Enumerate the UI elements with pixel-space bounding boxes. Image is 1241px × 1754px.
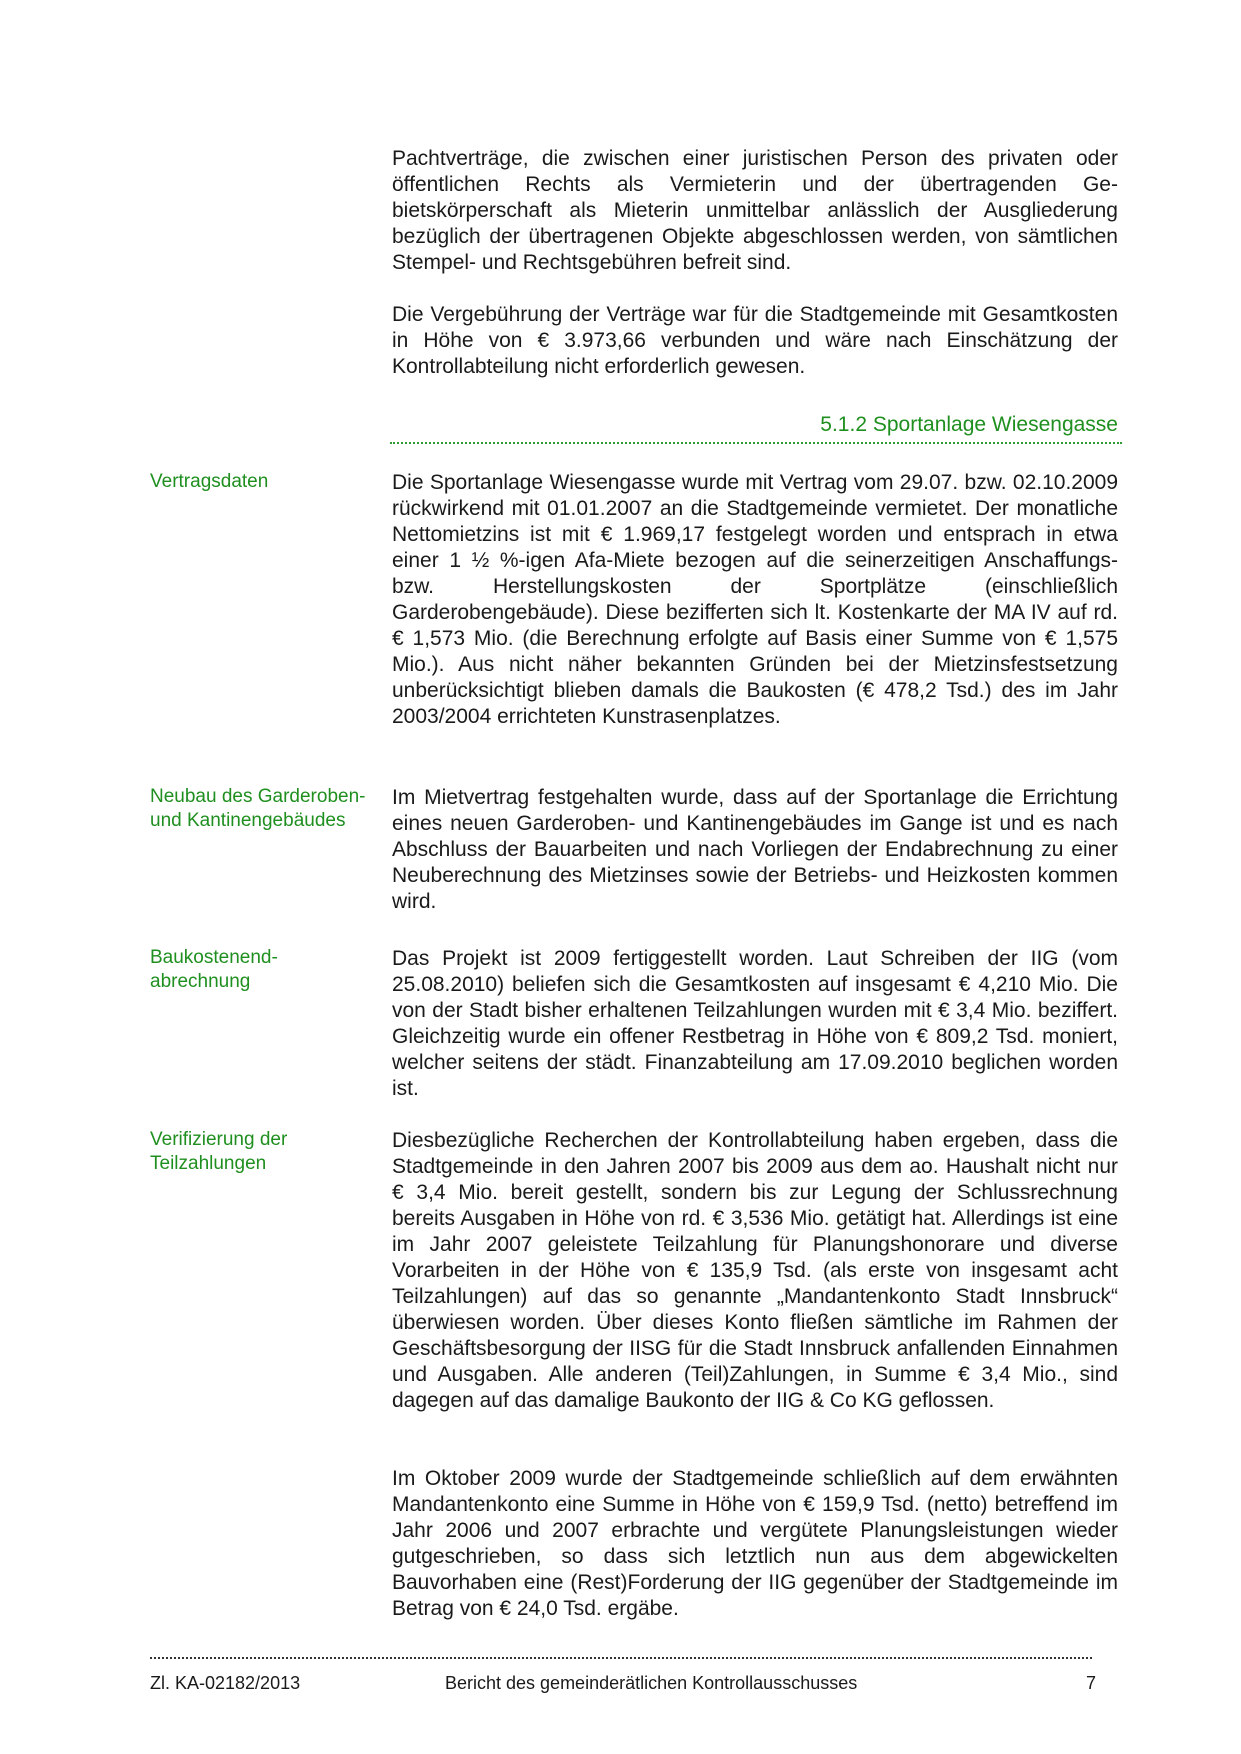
paragraph-neubau: Im Mietvertrag festgehalten wurde, dass auf der Sportanlage die Errichtung eines neuen Garderoben- und Kantinengebäudes im Gange ist und es nach Abschluss der Bauarbeiten und nach Vorliegen der Endabrechnung zu einer Neuberechnung des Mietzinses sowie der Betriebs- und Heizkosten kommen wird. (392, 786, 1118, 913)
paragraph-oktober-2009: Im Oktober 2009 wurde der Stadtgemeinde schließlich auf dem erwähnten Mandantenkonto eine Summe in Höhe von € 159,9 Tsd. (netto) betreffend im Jahr 2006 und 2007 erbrachte und vergütete Planungsleistungen wieder gutgeschrieben, so dass sich letztlich nun aus dem abgewickelten Bauvorhaben eine (Rest)Forderung der IIG gegenüber der Stadtgemeinde im Betrag von € 24,0 Tsd. ergäbe. (392, 1467, 1118, 1620)
margin-note-vertragsdaten: Vertragsdaten (150, 471, 269, 492)
footer-reference: Zl. KA-02182/2013 (150, 1673, 301, 1693)
footer-title: Bericht des gemeinderätlichen Kontrollausschusses (445, 1673, 858, 1693)
margin-note-baukostenendabrechnung: Baukostenend-abrechnung (150, 947, 278, 992)
section-divider (390, 442, 1122, 444)
margin-note-neubau: Neubau des Garderoben- und Kantinengebäudes (150, 786, 366, 831)
paragraph-verifizierung: Diesbezügliche Recherchen der Kontrollabteilung haben ergeben, dass die Stadtgemeinde in den Jahren 2007 bis 2009 aus dem ao. Haushalt nicht nur € 3,4 Mio. bereit gestellt, sondern bis zur Legung der Schlussrechnung bereits Ausgaben in Höhe von rd. € 3,536 Mio. getätigt hat. Allerdings ist eine im Jahr 2007 geleistete Teilzahlung für Planungshonorare und diverse Vorarbeiten in der Höhe von € 135,9 Tsd. (als erste von insgesamt acht Teilzahlungen) auf das so genannte „Mandantenkonto Stadt Innsbruck“ überwiesen worden. Über dieses Konto fließen sämtliche im Rahmen der Geschäftsbesorgung der IISG für die Stadt Innsbruck anfallenden Einnahmen und Ausgaben. Alle anderen (Teil)Zahlungen, in Summe € 3,4 Mio., sind dagegen auf das damalige Baukonto der IIG & Co KG geflossen. (392, 1129, 1118, 1412)
paragraph-vertragsdaten: Die Sportanlage Wiesengasse wurde mit Vertrag vom 29.07. bzw. 02.10.2009 rückwirkend mit 01.01.2007 an die Stadtgemeinde vermietet. Der monatliche Nettomietzins ist mit € 1.969,17 festgelegt worden und entsprach in etwa einer 1 ½ %-igen Afa-Miete bezogen auf die seinerzeitigen Anschaffungs- bzw. Herstellungskosten der Sportplätze (einschließlich Garderobengebäude). Diese bezifferten sich lt. Kostenkarte der MA IV auf rd. € 1,573 Mio. (die Berechnung erfolgte auf Basis einer Summe von € 1,575 Mio.). Aus nicht näher bekannten Gründen bei der Mietzinsfestsetzung unberücksichtigt blieben damals die Baukosten (€ 478,2 Tsd.) des im Jahr 2003/2004 errichteten Kunstrasenplatzes. (392, 471, 1118, 728)
paragraph-baukostenendabrechnung: Das Projekt ist 2009 fertiggestellt worden. Laut Schreiben der IIG (vom 25.08.2010) beliefen sich die Gesamtkosten auf insgesamt € 4,210 Mio. Die von der Stadt bisher erhaltenen Teilzahlungen wurden mit € 3,4 Mio. beziffert. Gleichzeitig wurde ein offener Restbetrag in Höhe von € 809,2 Tsd. moniert, welcher seitens der städt. Finanzabteilung am 17.09.2010 beglichen worden ist. (392, 947, 1118, 1100)
margin-note-verifizierung: Verifizierung der Teilzahlungen (150, 1129, 288, 1174)
section-heading: 5.1.2 Sportanlage Wiesengasse (820, 413, 1118, 436)
page-number: 7 (1086, 1673, 1097, 1693)
paragraph-pachtvertraege: Pachtverträge, die zwischen einer juristischen Person des privaten oder öffentlichen Rechts als Vermieterin und der übertragenden Gebietskörperschaft als Mieterin unmittelbar anlässlich der Ausgliederung bezüglich der übertragenen Objekte abgeschlossen werden, von sämtlichen Stempel- und Rechtsgebühren befreit sind. (392, 147, 1118, 274)
paragraph-vergebuehrung: Die Vergebührung der Verträge war für die Stadtgemeinde mit Gesamtkosten in Höhe von € 3.973,66 verbunden und wäre nach Einschätzung der Kontrollabteilung nicht erforderlich gewesen. (392, 303, 1118, 378)
footer-divider (150, 1657, 1092, 1659)
